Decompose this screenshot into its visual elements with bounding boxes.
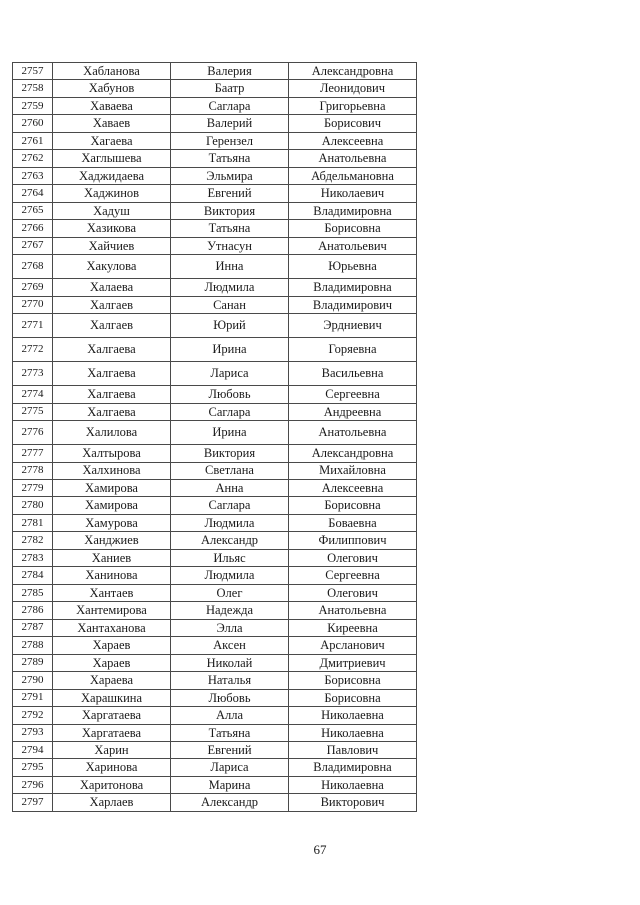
last-name: Хамурова <box>53 514 171 531</box>
patronymic: Дмитриевич <box>289 654 417 671</box>
patronymic: Горяевна <box>289 338 417 362</box>
first-name: Саглара <box>171 497 289 514</box>
table-row <box>13 403 417 420</box>
patronymic: Николаевна <box>289 776 417 793</box>
last-name: Хантаханова <box>53 619 171 636</box>
first-name: Утнасун <box>171 237 289 254</box>
last-name: Харлаев <box>53 794 171 811</box>
table-row <box>13 386 417 403</box>
row-number: 2766 <box>13 220 53 237</box>
patronymic: Борисовна <box>289 220 417 237</box>
row-number: 2774 <box>13 386 53 403</box>
first-name: Лариса <box>171 362 289 386</box>
table-row <box>13 167 417 184</box>
last-name: Халгаев <box>53 296 171 313</box>
row-number: 2795 <box>13 759 53 776</box>
table-row <box>13 237 417 254</box>
table-row <box>13 63 417 80</box>
table-row <box>13 602 417 619</box>
patronymic: Борисовна <box>289 689 417 706</box>
patronymic: Александровна <box>289 63 417 80</box>
last-name: Харитонова <box>53 776 171 793</box>
first-name: Лариса <box>171 759 289 776</box>
first-name: Николай <box>171 654 289 671</box>
patronymic: Борисовна <box>289 497 417 514</box>
row-number: 2769 <box>13 279 53 296</box>
last-name: Хаглышева <box>53 150 171 167</box>
table-row <box>13 296 417 313</box>
first-name: Татьяна <box>171 724 289 741</box>
patronymic: Арсланович <box>289 637 417 654</box>
last-name: Хаваева <box>53 97 171 114</box>
table-row <box>13 115 417 132</box>
patronymic: Олегович <box>289 584 417 601</box>
patronymic: Борисовна <box>289 672 417 689</box>
patronymic: Николаевна <box>289 724 417 741</box>
last-name: Ханджиев <box>53 532 171 549</box>
row-number: 2771 <box>13 314 53 338</box>
last-name: Хакулова <box>53 255 171 279</box>
first-name: Виктория <box>171 202 289 219</box>
first-name: Ильяс <box>171 549 289 566</box>
row-number: 2758 <box>13 80 53 97</box>
row-number: 2788 <box>13 637 53 654</box>
patronymic: Павлович <box>289 742 417 759</box>
patronymic: Киреевна <box>289 619 417 636</box>
last-name: Харин <box>53 742 171 759</box>
row-number: 2757 <box>13 63 53 80</box>
patronymic: Анатольевна <box>289 602 417 619</box>
patronymic: Алексеевна <box>289 479 417 496</box>
row-number: 2779 <box>13 479 53 496</box>
last-name: Халилова <box>53 421 171 445</box>
patronymic: Олегович <box>289 549 417 566</box>
table-row <box>13 532 417 549</box>
table-row <box>13 619 417 636</box>
table-row <box>13 445 417 462</box>
patronymic: Владимировна <box>289 759 417 776</box>
last-name: Халаева <box>53 279 171 296</box>
table-row <box>13 759 417 776</box>
row-number: 2780 <box>13 497 53 514</box>
last-name: Хараев <box>53 637 171 654</box>
table-row <box>13 549 417 566</box>
patronymic: Абдельмановна <box>289 167 417 184</box>
table-row <box>13 707 417 724</box>
last-name: Хамирова <box>53 497 171 514</box>
table-row <box>13 255 417 279</box>
first-name: Эльмира <box>171 167 289 184</box>
patronymic: Владимирович <box>289 296 417 313</box>
row-number: 2772 <box>13 338 53 362</box>
first-name: Анна <box>171 479 289 496</box>
table-row <box>13 672 417 689</box>
first-name: Людмила <box>171 567 289 584</box>
patronymic: Филиппович <box>289 532 417 549</box>
first-name: Саглара <box>171 403 289 420</box>
patronymic: Анатольевич <box>289 237 417 254</box>
last-name: Хаджинов <box>53 185 171 202</box>
row-number: 2787 <box>13 619 53 636</box>
row-number: 2790 <box>13 672 53 689</box>
registry-table <box>12 62 417 812</box>
first-name: Татьяна <box>171 220 289 237</box>
first-name: Элла <box>171 619 289 636</box>
table-row <box>13 338 417 362</box>
last-name: Халгаева <box>53 386 171 403</box>
first-name: Ирина <box>171 421 289 445</box>
table-row <box>13 584 417 601</box>
first-name: Любовь <box>171 386 289 403</box>
table-row <box>13 132 417 149</box>
last-name: Ханинова <box>53 567 171 584</box>
table-row <box>13 97 417 114</box>
row-number: 2782 <box>13 532 53 549</box>
last-name: Халхинова <box>53 462 171 479</box>
patronymic: Николаевна <box>289 707 417 724</box>
first-name: Любовь <box>171 689 289 706</box>
first-name: Евгений <box>171 742 289 759</box>
first-name: Ирина <box>171 338 289 362</box>
first-name: Алла <box>171 707 289 724</box>
first-name: Герензел <box>171 132 289 149</box>
row-number: 2760 <box>13 115 53 132</box>
patronymic: Борисович <box>289 115 417 132</box>
row-number: 2762 <box>13 150 53 167</box>
first-name: Виктория <box>171 445 289 462</box>
first-name: Олег <box>171 584 289 601</box>
row-number: 2761 <box>13 132 53 149</box>
row-number: 2778 <box>13 462 53 479</box>
table-row <box>13 689 417 706</box>
last-name: Хаджидаева <box>53 167 171 184</box>
table-row <box>13 724 417 741</box>
table-row <box>13 362 417 386</box>
patronymic: Владимировна <box>289 202 417 219</box>
last-name: Хайчиев <box>53 237 171 254</box>
first-name: Татьяна <box>171 150 289 167</box>
patronymic: Леонидович <box>289 80 417 97</box>
table-row <box>13 80 417 97</box>
first-name: Саглара <box>171 97 289 114</box>
row-number: 2781 <box>13 514 53 531</box>
first-name: Людмила <box>171 514 289 531</box>
row-number: 2785 <box>13 584 53 601</box>
last-name: Хаваев <box>53 115 171 132</box>
row-number: 2794 <box>13 742 53 759</box>
patronymic: Васильевна <box>289 362 417 386</box>
first-name: Валерий <box>171 115 289 132</box>
last-name: Ханиев <box>53 549 171 566</box>
row-number: 2763 <box>13 167 53 184</box>
table-row <box>13 314 417 338</box>
table-row <box>13 654 417 671</box>
first-name: Надежда <box>171 602 289 619</box>
first-name: Наталья <box>171 672 289 689</box>
registry-table-body <box>13 63 417 812</box>
last-name: Хазикова <box>53 220 171 237</box>
table-row <box>13 421 417 445</box>
row-number: 2773 <box>13 362 53 386</box>
last-name: Халгаева <box>53 403 171 420</box>
table-row <box>13 742 417 759</box>
row-number: 2776 <box>13 421 53 445</box>
row-number: 2792 <box>13 707 53 724</box>
patronymic: Алексеевна <box>289 132 417 149</box>
last-name: Хараев <box>53 654 171 671</box>
row-number: 2793 <box>13 724 53 741</box>
last-name: Хараева <box>53 672 171 689</box>
first-name: Юрий <box>171 314 289 338</box>
table-row <box>13 567 417 584</box>
patronymic: Боваевна <box>289 514 417 531</box>
last-name: Хабланова <box>53 63 171 80</box>
first-name: Светлана <box>171 462 289 479</box>
row-number: 2777 <box>13 445 53 462</box>
last-name: Хантаев <box>53 584 171 601</box>
patronymic: Владимировна <box>289 279 417 296</box>
row-number: 2789 <box>13 654 53 671</box>
first-name: Людмила <box>171 279 289 296</box>
first-name: Аксен <box>171 637 289 654</box>
patronymic: Григорьевна <box>289 97 417 114</box>
patronymic: Эрдниевич <box>289 314 417 338</box>
page-number: 67 <box>313 842 327 857</box>
patronymic: Анатольевна <box>289 421 417 445</box>
patronymic: Александровна <box>289 445 417 462</box>
last-name: Харгатаева <box>53 707 171 724</box>
table-row <box>13 794 417 811</box>
first-name: Валерия <box>171 63 289 80</box>
last-name: Харгатаева <box>53 724 171 741</box>
first-name: Баатр <box>171 80 289 97</box>
row-number: 2784 <box>13 567 53 584</box>
last-name: Халгаева <box>53 362 171 386</box>
last-name: Хантемирова <box>53 602 171 619</box>
patronymic: Анатольевна <box>289 150 417 167</box>
table-row <box>13 202 417 219</box>
last-name: Халтырова <box>53 445 171 462</box>
patronymic: Сергеевна <box>289 567 417 584</box>
table-row <box>13 497 417 514</box>
last-name: Харашкина <box>53 689 171 706</box>
row-number: 2796 <box>13 776 53 793</box>
first-name: Евгений <box>171 185 289 202</box>
row-number: 2783 <box>13 549 53 566</box>
row-number: 2764 <box>13 185 53 202</box>
table-row <box>13 479 417 496</box>
first-name: Инна <box>171 255 289 279</box>
first-name: Санан <box>171 296 289 313</box>
patronymic: Юрьевна <box>289 255 417 279</box>
patronymic: Николаевич <box>289 185 417 202</box>
table-row <box>13 776 417 793</box>
row-number: 2797 <box>13 794 53 811</box>
patronymic: Михайловна <box>289 462 417 479</box>
registry-table-container <box>12 62 416 812</box>
row-number: 2768 <box>13 255 53 279</box>
row-number: 2759 <box>13 97 53 114</box>
table-row <box>13 220 417 237</box>
table-row <box>13 462 417 479</box>
table-row <box>13 637 417 654</box>
last-name: Халгаева <box>53 338 171 362</box>
last-name: Харинова <box>53 759 171 776</box>
row-number: 2786 <box>13 602 53 619</box>
first-name: Александр <box>171 532 289 549</box>
last-name: Хабунов <box>53 80 171 97</box>
row-number: 2765 <box>13 202 53 219</box>
row-number: 2770 <box>13 296 53 313</box>
table-row <box>13 279 417 296</box>
first-name: Марина <box>171 776 289 793</box>
patronymic: Сергеевна <box>289 386 417 403</box>
row-number: 2775 <box>13 403 53 420</box>
table-row <box>13 150 417 167</box>
table-row <box>13 514 417 531</box>
first-name: Александр <box>171 794 289 811</box>
row-number: 2767 <box>13 237 53 254</box>
patronymic: Викторович <box>289 794 417 811</box>
last-name: Халгаев <box>53 314 171 338</box>
last-name: Хагаева <box>53 132 171 149</box>
patronymic: Андреевна <box>289 403 417 420</box>
row-number: 2791 <box>13 689 53 706</box>
last-name: Хамирова <box>53 479 171 496</box>
last-name: Хадуш <box>53 202 171 219</box>
table-row <box>13 185 417 202</box>
